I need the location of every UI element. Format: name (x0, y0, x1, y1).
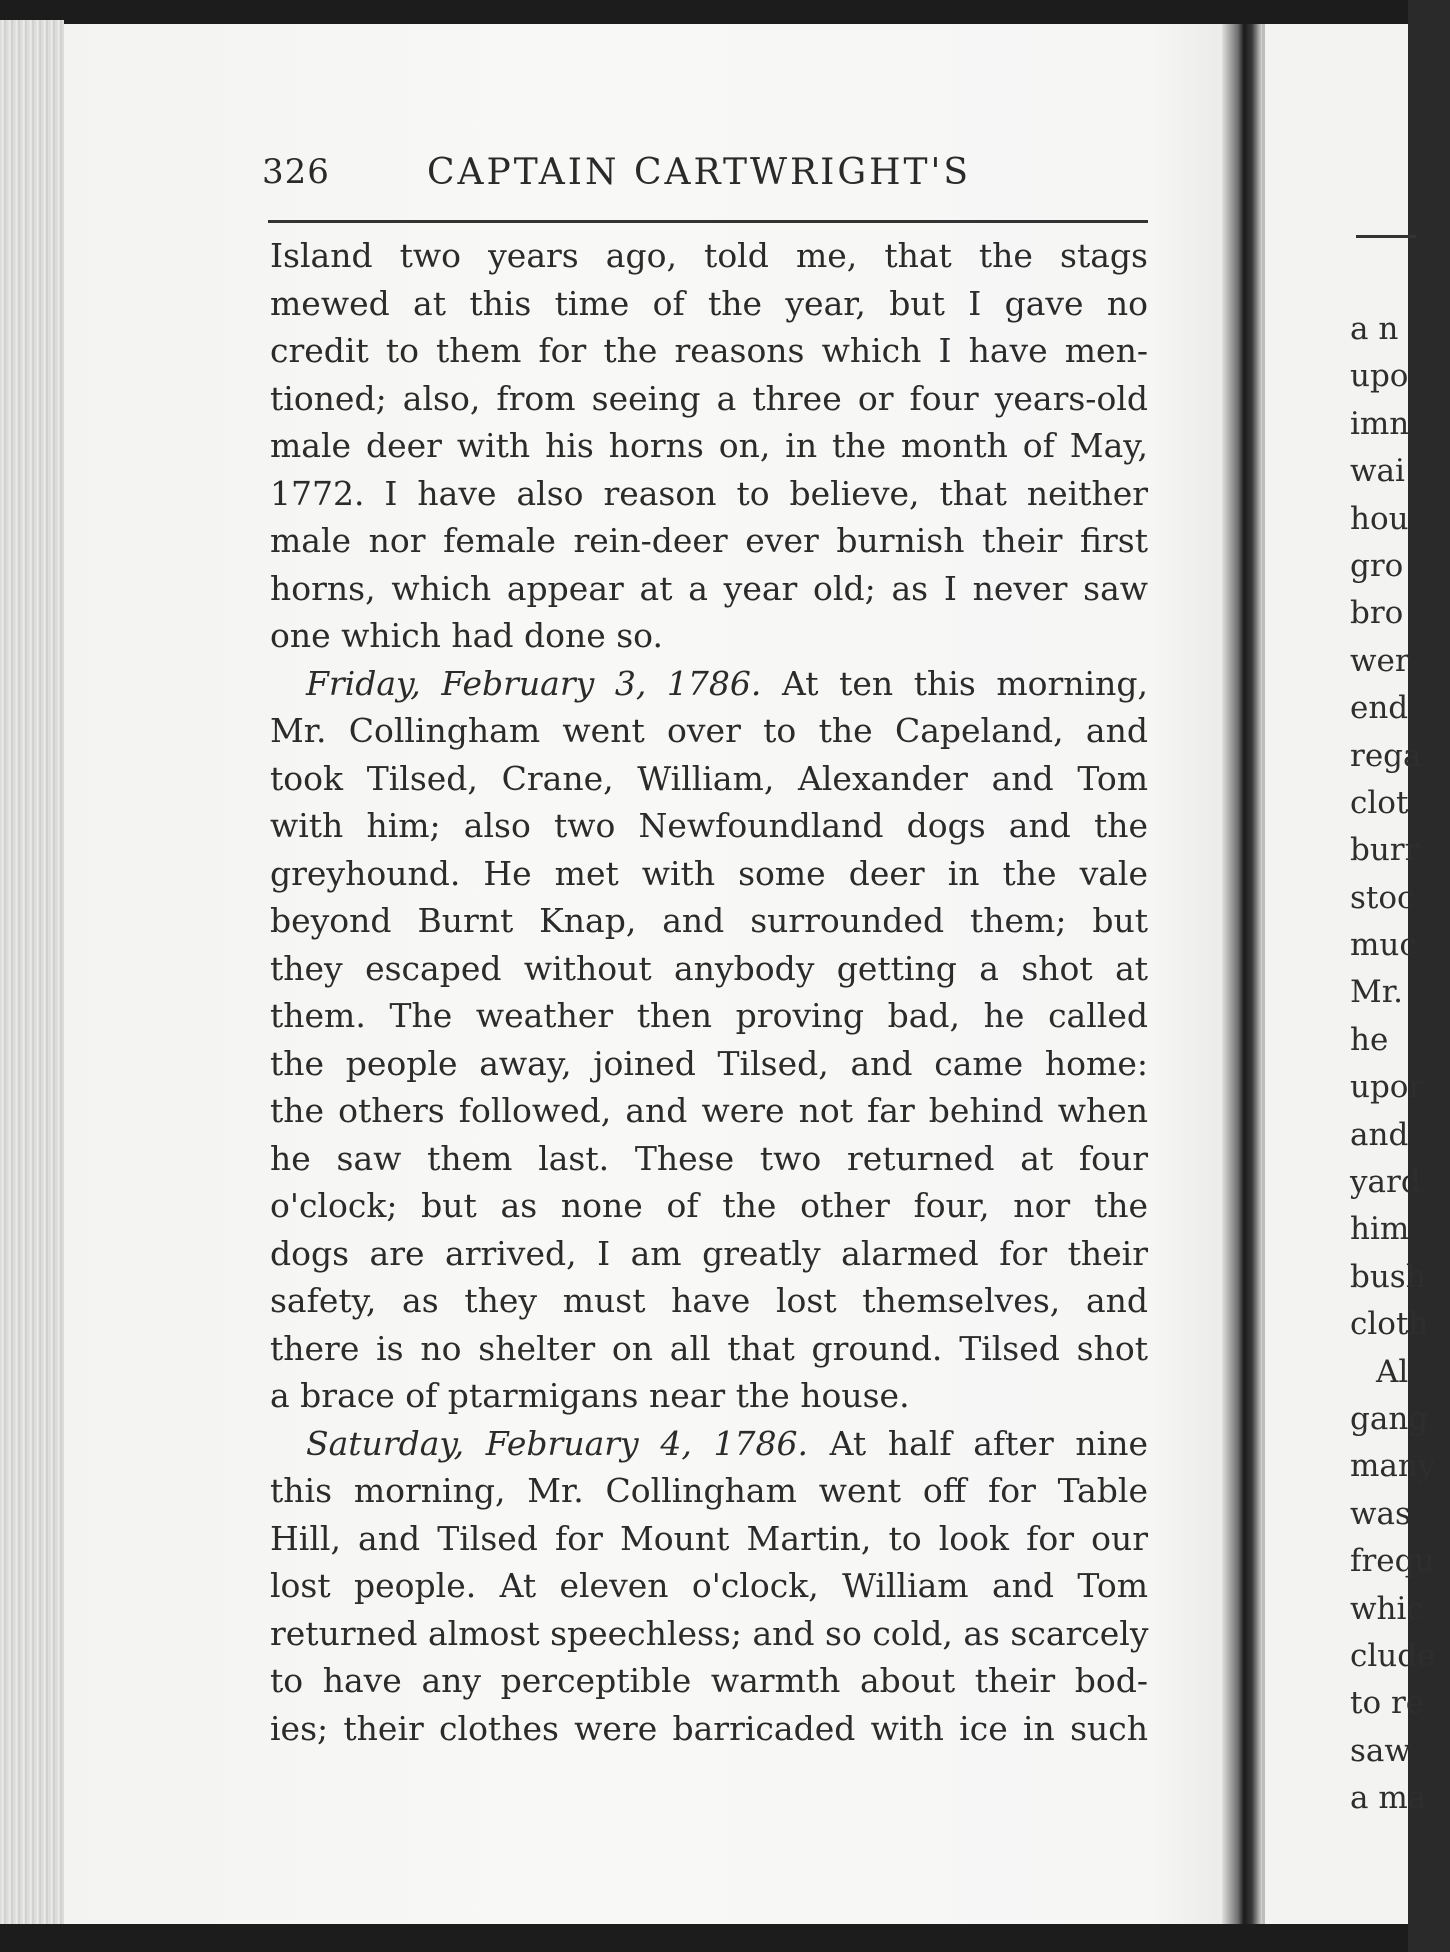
book-page-edges (0, 20, 64, 1925)
right-page-line: cloth (1350, 1306, 1429, 1343)
right-page-line: whic (1350, 1590, 1424, 1627)
text-line: them. The weather then proving bad, he called (270, 996, 1148, 1035)
text-line: ies; their clothes were barricaded with ice in such (270, 1708, 1148, 1748)
right-page-line: imn (1350, 405, 1410, 442)
right-page-line: he (1350, 1021, 1389, 1058)
text-line: beyond Burnt Knap, and surrounded them; but (270, 901, 1148, 940)
right-page-line: Mr. (1350, 974, 1404, 1011)
text-line: the people away, joined Tilsed, and came home: (270, 1043, 1148, 1083)
page-number: 326 (262, 152, 330, 192)
scan-border-bottom (0, 1924, 1408, 1952)
right-page-line: clot (1350, 784, 1409, 821)
right-page (1262, 24, 1436, 1924)
right-page-line: bush (1350, 1258, 1426, 1295)
text-line: Mr. Collingham went over to the Capeland, and (270, 711, 1148, 750)
diary-entry-line: Friday, February 3, 1786. At ten this morning, (306, 663, 1148, 703)
entry-date: Saturday, February 4, 1786. (306, 1423, 808, 1463)
text-line: o'clock; but as none of the other four, nor the (270, 1186, 1148, 1225)
text-line: took Tilsed, Crane, William, Alexander and Tom (270, 758, 1148, 798)
right-page-line: gro (1350, 547, 1404, 584)
right-page-line: to re (1350, 1685, 1425, 1722)
right-page-line: clude (1350, 1637, 1436, 1674)
right-page-edge (1262, 24, 1265, 1924)
text-line: mewed at this time of the year, but I gave no (270, 283, 1148, 323)
text-line: dogs are arrived, I am greatly alarmed for their (270, 1233, 1148, 1273)
right-page-line: upo (1350, 358, 1409, 395)
text-line: horns, which appear at a year old; as I never saw (270, 568, 1148, 608)
right-page-line: Al (1376, 1353, 1409, 1390)
text-line: greyhound. He met with some deer in the vale (270, 853, 1148, 893)
text-line: safety, as they must have lost themselves, and (270, 1281, 1148, 1320)
text-line: returned almost speechless; and so cold, as scarcely (270, 1613, 1149, 1653)
right-page-line: wai (1350, 453, 1405, 490)
text-line: to have any perceptible warmth about their bod- (270, 1661, 1148, 1700)
right-page-line: and (1350, 1116, 1409, 1153)
text-line: a brace of ptarmigans near the house. (270, 1376, 910, 1415)
body-text (270, 232, 1148, 1752)
right-page-line: bro (1350, 595, 1404, 632)
right-page-line: yard (1350, 1164, 1421, 1201)
right-header-rule (1356, 235, 1416, 238)
text-line: Hill, and Tilsed for Mount Martin, to look for our (270, 1518, 1148, 1558)
text-line: Island two years ago, told me, that the stags (270, 236, 1148, 275)
right-page-line: a ma (1350, 1780, 1427, 1817)
text-line: one which had done so. (270, 616, 663, 655)
text-line: male nor female rein-deer ever burnish their first (270, 521, 1148, 560)
text-line: 1772. I have also reason to believe, that neither (270, 473, 1148, 513)
header-rule (268, 220, 1148, 223)
text-line: with him; also two Newfoundland dogs and the (270, 806, 1148, 845)
text-line: he saw them last. These two returned at four (270, 1138, 1148, 1178)
right-page-line: upor (1350, 1069, 1424, 1106)
text-line: male deer with his horns on, in the month of May, (270, 426, 1148, 465)
running-head (262, 152, 1152, 212)
right-page-line: burr (1350, 832, 1420, 869)
right-page-line: a n (1350, 311, 1399, 347)
text-line: credit to them for the reasons which I have men- (270, 331, 1148, 370)
right-page-line: hou (1350, 500, 1409, 537)
text-line: lost people. At eleven o'clock, William and Tom (270, 1566, 1148, 1605)
right-page-line: rega (1350, 737, 1422, 774)
right-page-line: end (1350, 690, 1409, 727)
right-page-line: stoc (1350, 879, 1415, 916)
right-page-line: frequ (1350, 1543, 1435, 1580)
entry-date: Friday, February 3, 1786. (306, 663, 762, 703)
text-line: the others followed, and were not far behind when (270, 1091, 1148, 1130)
right-page-text (1350, 306, 1450, 1823)
right-page-line: wer (1350, 642, 1410, 679)
right-page-line: many (1350, 1448, 1436, 1485)
right-page-line: was (1350, 1495, 1411, 1532)
text-line: there is no shelter on all that ground. Tilsed shot (270, 1328, 1148, 1368)
running-head-title: CAPTAIN CARTWRIGHT'S (427, 152, 972, 193)
right-page-line: him (1350, 1211, 1410, 1248)
diary-entry-line: Saturday, February 4, 1786. At half after nine (306, 1423, 1148, 1463)
text-line: this morning, Mr. Collingham went off for Table (270, 1471, 1148, 1510)
right-page-line: muc (1350, 927, 1417, 964)
book-gutter (1222, 24, 1262, 1924)
text-line: tioned; also, from seeing a three or four years-old (270, 378, 1148, 418)
right-page-line: gang (1350, 1400, 1429, 1437)
right-page-line: saw (1350, 1732, 1411, 1769)
text-line: they escaped without anybody getting a shot at (270, 948, 1148, 988)
